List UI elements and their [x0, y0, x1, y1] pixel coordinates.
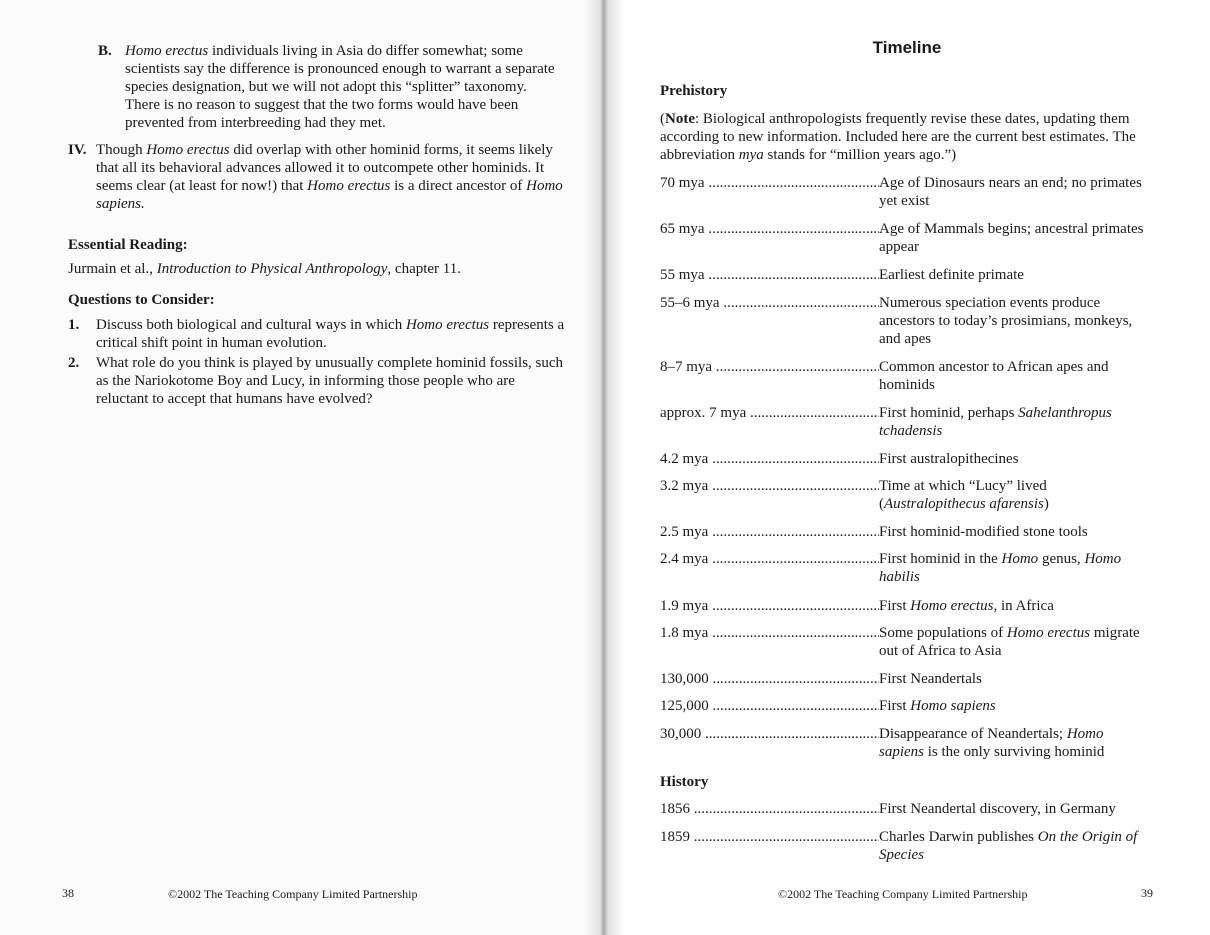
text-run: Earliest definite primate	[879, 267, 1024, 283]
history-heading: History	[660, 774, 709, 790]
text-run: Though	[96, 142, 147, 158]
entry-date: 4.2 mya .....	[660, 450, 879, 468]
essential-reading-citation	[68, 260, 568, 278]
entry-description	[879, 450, 1151, 468]
entry-description	[879, 220, 1151, 256]
prehistory-entry	[660, 220, 1160, 256]
text-run: Homo erectus	[1006, 625, 1091, 641]
prehistory-entry	[660, 266, 1160, 284]
text-run: First	[879, 598, 911, 614]
entry-date: 55–6 mya .....	[660, 294, 879, 312]
entry-date: 1856 .....	[660, 800, 879, 818]
item-b-text	[125, 42, 565, 132]
prehistory-entry	[660, 550, 1160, 586]
text-run: Discuss both biological and cultural ways in which	[96, 317, 406, 333]
entry-description	[879, 477, 1151, 513]
left-page-number: 38	[62, 886, 74, 900]
question-1-label: 1.	[68, 317, 80, 333]
entry-date: 130,000 .....	[660, 670, 879, 688]
entry-date: 125,000 .....	[660, 697, 879, 715]
text-run: Time at which “Lucy” lived (	[879, 478, 1047, 512]
timeline-note	[660, 110, 1160, 164]
text-run: First australopithecines	[879, 451, 1019, 467]
right-page-number: 39	[1141, 886, 1153, 900]
entry-description	[879, 697, 1151, 715]
prehistory-heading: Prehistory	[660, 83, 728, 99]
prehistory-entry	[660, 523, 1160, 541]
text-run: Homo erectus	[910, 598, 994, 614]
text-run: genus,	[1038, 551, 1085, 567]
prehistory-entry	[660, 294, 1160, 348]
entry-date: 2.5 mya .....	[660, 523, 879, 541]
text-run: Homo erectus	[125, 43, 209, 59]
entry-description	[879, 404, 1151, 440]
questions-heading: Questions to Consider:	[68, 292, 215, 308]
prehistory-entry	[660, 697, 1160, 715]
text-run: Charles Darwin publishes	[879, 829, 1038, 845]
timeline-title: Timeline	[872, 38, 942, 57]
text-run: On the Origin of Species	[879, 829, 1138, 863]
entry-description	[879, 624, 1151, 660]
text-run: Jurmain et al.,	[68, 261, 157, 277]
text-run: Disappearance of Neandertals;	[879, 726, 1067, 742]
text-run: First	[879, 698, 911, 714]
history-entry	[660, 828, 1160, 864]
prehistory-entry	[660, 358, 1160, 394]
prehistory-entry	[660, 624, 1160, 660]
prehistory-entry	[660, 725, 1160, 761]
text-run: Age of Mammals begins; ancestral primates appear	[879, 221, 1144, 255]
entry-description	[879, 597, 1151, 615]
item-b-label: B.	[98, 43, 112, 59]
entry-description	[879, 358, 1151, 394]
entry-description	[879, 174, 1151, 210]
text-run: First hominid-modified stone tools	[879, 524, 1088, 540]
entry-date: 8–7 mya .....	[660, 358, 879, 376]
text-run: What role do you think is played by unusually complete hominid fossils, such as the Nariokotome Boy and Lucy, in informing those people who are reluctant to accept that humans have evolved?	[96, 355, 564, 407]
text-run: Sahelanthropus tchadensis	[879, 405, 1112, 439]
text-run: Note	[665, 111, 695, 127]
item-iv-text	[96, 141, 566, 213]
entry-description	[879, 800, 1151, 818]
entry-date: 3.2 mya .....	[660, 477, 879, 495]
text-run: (	[660, 111, 665, 127]
text-run: mya	[738, 147, 764, 163]
prehistory-entry	[660, 477, 1160, 513]
text-run: First Neandertals	[879, 671, 982, 687]
text-run: Introduction to Physical Anthropology	[156, 261, 388, 277]
text-run: Homo sapiens	[879, 726, 1104, 760]
text-run: Australopithecus afarensis	[884, 496, 1044, 512]
left-footer-copyright: ©2002 The Teaching Company Limited Partnership	[168, 887, 418, 901]
right-footer-copyright: ©2002 The Teaching Company Limited Partnership	[778, 887, 1028, 901]
text-run: First Neandertal discovery, in Germany	[879, 801, 1116, 817]
text-run: individuals living in Asia do differ somewhat; some scientists say the difference is pronounced enough to warrant a separate species designation, but we will not adopt this “splitter” taxonomy. There is no reason to suggest that the two forms would have been prevented from interbreeding had they met.	[125, 43, 555, 131]
text-run: Common ancestor to African apes and hominids	[879, 359, 1109, 393]
entry-description	[879, 828, 1151, 864]
text-run: Homo	[1001, 551, 1039, 567]
item-iv-label: IV.	[68, 142, 87, 158]
text-run: did overlap with other hominid forms, it seems likely that all its behavioral advances allowed it to outcompete other hominids. It seems clear (at least for now!) that	[96, 142, 553, 194]
entry-description	[879, 670, 1151, 688]
prehistory-entry	[660, 597, 1160, 615]
history-entry	[660, 800, 1160, 818]
entry-description	[879, 725, 1151, 761]
entry-description	[879, 266, 1151, 284]
text-run: is the only surviving hominid	[924, 744, 1105, 760]
text-run: Numerous speciation events produce ancestors to today’s prosimians, monkeys, and apes	[879, 295, 1133, 347]
entry-description	[879, 550, 1151, 586]
essential-reading-heading: Essential Reading:	[68, 237, 188, 253]
left-page	[0, 0, 604, 935]
text-run: represents a critical shift point in human evolution.	[96, 317, 565, 351]
text-run: Homo erectus	[307, 178, 391, 194]
text-run: First hominid, perhaps	[879, 405, 1019, 421]
text-run: , chapter 11.	[387, 261, 461, 277]
prehistory-entry	[660, 670, 1160, 688]
entry-date: 70 mya .....	[660, 174, 879, 192]
prehistory-entry	[660, 450, 1160, 468]
text-run: , in Africa	[993, 598, 1054, 614]
text-run: Some populations of	[879, 625, 1007, 641]
entry-date: 30,000 .....	[660, 725, 879, 743]
text-run: Homo erectus	[405, 317, 490, 333]
text-run: Homo sapiens	[910, 698, 996, 714]
entry-date: 1859 .....	[660, 828, 879, 846]
text-run: Homo habilis	[879, 551, 1122, 585]
question-2-text	[96, 354, 566, 408]
text-run: )	[1043, 496, 1049, 512]
text-run: Homo sapiens.	[96, 178, 563, 212]
prehistory-entry	[660, 404, 1160, 440]
text-run: stands for “million years ago.”)	[763, 147, 957, 163]
entry-date: 65 mya .....	[660, 220, 879, 238]
text-run: migrate out of Africa to Asia	[879, 625, 1140, 659]
question-1-text	[96, 316, 566, 352]
entry-date: 55 mya .....	[660, 266, 879, 284]
entry-date: approx. 7 mya .....	[660, 404, 879, 422]
entry-date: 2.4 mya .....	[660, 550, 879, 568]
text-run: First hominid in the	[879, 551, 1002, 567]
entry-date: 1.8 mya .....	[660, 624, 879, 642]
text-run: Homo erectus	[146, 142, 230, 158]
entry-date: 1.9 mya .....	[660, 597, 879, 615]
text-run: : Biological anthropologists frequently revise these dates, updating them according to new information. Included here are the current best estimates. The abbreviation	[660, 111, 1136, 163]
text-run: Age of Dinosaurs nears an end; no primates yet exist	[879, 175, 1142, 209]
text-run: is a direct ancestor of	[390, 178, 527, 194]
question-2-label: 2.	[68, 355, 80, 371]
entry-description	[879, 523, 1151, 541]
entry-description	[879, 294, 1151, 348]
book-gutter	[584, 0, 624, 935]
prehistory-entry	[660, 174, 1160, 210]
